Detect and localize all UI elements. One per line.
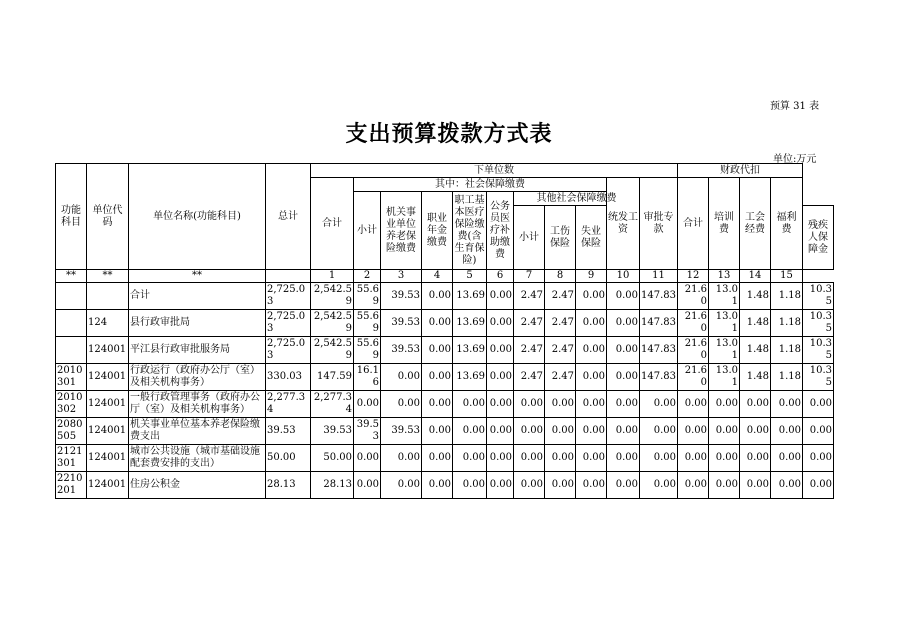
index-cell: **	[129, 270, 266, 283]
table-row	[56, 418, 843, 445]
func-code-cell: 2080505	[56, 418, 87, 445]
value-cell: 0.00	[740, 472, 771, 499]
value-cell: 0.00	[709, 472, 740, 499]
index-cell: 1	[311, 270, 354, 283]
value-cell: 147.83	[640, 364, 678, 391]
table-row	[56, 445, 843, 472]
unit-label: 单位:万元	[773, 154, 817, 165]
value-cell: 21.60	[678, 310, 709, 337]
value-cell: 2.47	[514, 310, 545, 337]
value-cell: 0.00	[576, 364, 607, 391]
header-disability: 残疾人保障金	[803, 206, 834, 270]
value-cell: 0.00	[422, 418, 453, 445]
value-cell: 50.00	[311, 445, 354, 472]
value-cell: 0.00	[771, 418, 803, 445]
index-row	[56, 270, 843, 283]
header-finance-deduct: 财政代扣	[678, 164, 803, 178]
value-cell: 1.48	[740, 364, 771, 391]
value-cell: 0.00	[740, 445, 771, 472]
index-cell: 5	[453, 270, 487, 283]
func-code-cell: 2121301	[56, 445, 87, 472]
value-cell: 0.00	[487, 310, 514, 337]
header-subtotal-c: 小计	[514, 206, 545, 270]
unit-code-cell: 124	[87, 310, 129, 337]
header-other-social: 其他社会保障缴费	[514, 192, 640, 206]
header-total: 总计	[266, 164, 311, 270]
func-code-cell	[56, 310, 87, 337]
value-cell: 2,542.59	[311, 283, 354, 310]
value-cell: 0.00	[771, 445, 803, 472]
value-cell: 10.35	[803, 310, 834, 337]
index-cell: 6	[487, 270, 514, 283]
value-cell: 0.00	[607, 418, 640, 445]
value-cell: 0.00	[640, 445, 678, 472]
unit-code-cell	[87, 283, 129, 310]
unit-name-cell: 行政运行（政府办公厅（室）及相关机构事务）	[129, 364, 266, 391]
unit-name-cell: 一般行政管理事务（政府办公厅（室）及相关机构事务）	[129, 391, 266, 418]
value-cell: 0.00	[803, 418, 834, 445]
header-training: 培训费	[709, 178, 740, 270]
header-social-security: 其中：社会保障缴费	[354, 178, 607, 192]
unit-code-cell: 124001	[87, 391, 129, 418]
value-cell: 0.00	[545, 472, 576, 499]
func-code-cell: 2210201	[56, 472, 87, 499]
value-cell: 0.00	[640, 391, 678, 418]
value-cell: 13.01	[709, 364, 740, 391]
table-row	[56, 364, 843, 391]
value-cell: 2,542.59	[311, 337, 354, 364]
value-cell: 0.00	[607, 391, 640, 418]
value-cell: 2.47	[545, 337, 576, 364]
value-cell: 0.00	[607, 310, 640, 337]
func-code-cell	[56, 283, 87, 310]
value-cell: 13.69	[453, 337, 487, 364]
value-cell: 2.47	[514, 283, 545, 310]
value-cell: 0.00	[381, 472, 422, 499]
unit-name-cell: 合计	[129, 283, 266, 310]
unit-code-cell: 124001	[87, 364, 129, 391]
header-unit-name: 单位名称(功能科目)	[129, 164, 266, 270]
header-welfare: 福利费	[771, 178, 803, 270]
value-cell: 10.35	[803, 364, 834, 391]
value-cell: 2.47	[545, 310, 576, 337]
value-cell: 39.53	[381, 418, 422, 445]
value-cell: 0.00	[709, 391, 740, 418]
value-cell: 13.01	[709, 337, 740, 364]
func-code-cell: 2010301	[56, 364, 87, 391]
index-cell: 10	[607, 270, 640, 283]
value-cell: 55.69	[354, 283, 381, 310]
value-cell: 0.00	[740, 418, 771, 445]
header-approval: 审批专款	[640, 178, 678, 270]
unit-code-cell: 124001	[87, 418, 129, 445]
value-cell: 2,542.59	[311, 310, 354, 337]
value-cell: 39.53	[381, 310, 422, 337]
unit-code-cell: 124001	[87, 445, 129, 472]
value-cell: 2.47	[545, 283, 576, 310]
total-cell: 28.13	[266, 472, 311, 499]
table-row	[56, 283, 843, 310]
header-subtotal-a: 合计	[311, 178, 354, 270]
value-cell: 39.53	[381, 337, 422, 364]
value-cell: 0.00	[803, 472, 834, 499]
header-pension: 机关事业单位养老保险缴费	[381, 192, 422, 270]
value-cell: 0.00	[514, 418, 545, 445]
value-cell: 2.47	[514, 337, 545, 364]
value-cell: 10.35	[803, 283, 834, 310]
index-cell: 15	[771, 270, 803, 283]
value-cell: 13.69	[453, 310, 487, 337]
value-cell: 1.18	[771, 364, 803, 391]
value-cell: 0.00	[453, 472, 487, 499]
value-cell: 0.00	[354, 445, 381, 472]
value-cell: 21.60	[678, 364, 709, 391]
value-cell: 0.00	[487, 391, 514, 418]
header-civil-medical: 公务员医疗补助缴费	[487, 192, 514, 270]
value-cell: 13.69	[453, 364, 487, 391]
value-cell: 1.18	[771, 337, 803, 364]
index-cell: 4	[422, 270, 453, 283]
header-subtotal-b: 小计	[354, 192, 381, 270]
value-cell: 0.00	[576, 418, 607, 445]
value-cell: 0.00	[422, 445, 453, 472]
header-union: 工会经费	[740, 178, 771, 270]
value-cell: 0.00	[607, 445, 640, 472]
header-fd-total: 合计	[678, 178, 709, 270]
value-cell: 21.60	[678, 337, 709, 364]
header-injury: 工伤保险	[545, 206, 576, 270]
value-cell: 28.13	[311, 472, 354, 499]
index-cell	[266, 270, 311, 283]
value-cell: 0.00	[803, 391, 834, 418]
value-cell: 55.69	[354, 337, 381, 364]
total-cell: 50.00	[266, 445, 311, 472]
value-cell: 0.00	[678, 472, 709, 499]
index-cell: 14	[740, 270, 771, 283]
index-cell: **	[87, 270, 129, 283]
value-cell: 0.00	[678, 418, 709, 445]
value-cell: 0.00	[422, 472, 453, 499]
value-cell: 0.00	[545, 445, 576, 472]
value-cell: 0.00	[487, 283, 514, 310]
index-cell: 8	[545, 270, 576, 283]
value-cell: 0.00	[771, 472, 803, 499]
value-cell: 0.00	[771, 391, 803, 418]
table-row	[56, 391, 843, 418]
value-cell: 0.00	[422, 283, 453, 310]
value-cell: 0.00	[381, 445, 422, 472]
value-cell: 147.83	[640, 310, 678, 337]
unit-code-cell: 124001	[87, 337, 129, 364]
value-cell: 0.00	[678, 445, 709, 472]
total-cell: 2,725.03	[266, 283, 311, 310]
value-cell: 0.00	[740, 391, 771, 418]
header-annuity: 职业年金缴费	[422, 192, 453, 270]
total-cell: 2,725.03	[266, 337, 311, 364]
total-cell: 2,277.34	[266, 391, 311, 418]
value-cell: 0.00	[487, 472, 514, 499]
unit-name-cell: 城市公共设施（城市基础设施配套费安排的支出）	[129, 445, 266, 472]
value-cell: 10.35	[803, 337, 834, 364]
table-row	[56, 310, 843, 337]
index-cell: 11	[640, 270, 678, 283]
value-cell: 0.00	[576, 445, 607, 472]
unit-name-cell: 机关事业单位基本养老保险缴费支出	[129, 418, 266, 445]
value-cell: 1.18	[771, 283, 803, 310]
value-cell: 39.53	[311, 418, 354, 445]
value-cell: 0.00	[422, 391, 453, 418]
index-cell: **	[56, 270, 87, 283]
value-cell: 0.00	[803, 445, 834, 472]
value-cell: 0.00	[545, 391, 576, 418]
index-cell: 9	[576, 270, 607, 283]
value-cell: 0.00	[709, 445, 740, 472]
value-cell: 39.53	[354, 418, 381, 445]
func-code-cell	[56, 337, 87, 364]
value-cell: 1.48	[740, 310, 771, 337]
value-cell: 0.00	[678, 391, 709, 418]
value-cell: 0.00	[607, 472, 640, 499]
value-cell: 0.00	[607, 364, 640, 391]
value-cell: 0.00	[576, 391, 607, 418]
value-cell: 2,277.34	[311, 391, 354, 418]
value-cell: 0.00	[381, 391, 422, 418]
value-cell: 2.47	[514, 364, 545, 391]
value-cell: 0.00	[453, 445, 487, 472]
budget-table	[55, 163, 843, 499]
value-cell: 39.53	[381, 283, 422, 310]
header-func-code: 功能科目	[56, 164, 87, 270]
page-title: 支出预算拨款方式表	[345, 122, 553, 147]
value-cell: 0.00	[453, 418, 487, 445]
value-cell: 0.00	[709, 418, 740, 445]
value-cell: 0.00	[487, 364, 514, 391]
unit-name-cell: 平江县行政审批服务局	[129, 337, 266, 364]
unit-code-cell: 124001	[87, 472, 129, 499]
value-cell: 0.00	[640, 418, 678, 445]
header-unified-wage: 统发工资	[607, 178, 640, 270]
unit-name-cell: 县行政审批局	[129, 310, 266, 337]
value-cell: 147.83	[640, 337, 678, 364]
value-cell: 0.00	[422, 364, 453, 391]
header-medical: 职工基本医疗保险缴费(含生育保险)	[453, 192, 487, 270]
func-code-cell: 2010302	[56, 391, 87, 418]
value-cell: 0.00	[514, 445, 545, 472]
total-cell: 330.03	[266, 364, 311, 391]
index-cell: 7	[514, 270, 545, 283]
value-cell: 0.00	[640, 472, 678, 499]
value-cell: 0.00	[381, 364, 422, 391]
unit-name-cell: 住房公积金	[129, 472, 266, 499]
form-code: 预算 31 表	[770, 101, 820, 112]
value-cell: 0.00	[545, 418, 576, 445]
index-cell: 3	[381, 270, 422, 283]
value-cell: 0.00	[576, 310, 607, 337]
table-row	[56, 472, 843, 499]
value-cell: 0.00	[607, 337, 640, 364]
index-cell: 2	[354, 270, 381, 283]
value-cell: 0.00	[487, 445, 514, 472]
value-cell: 0.00	[607, 283, 640, 310]
value-cell: 0.00	[453, 391, 487, 418]
value-cell: 16.16	[354, 364, 381, 391]
value-cell: 0.00	[514, 472, 545, 499]
value-cell: 1.18	[771, 310, 803, 337]
value-cell: 0.00	[422, 337, 453, 364]
value-cell: 0.00	[354, 391, 381, 418]
table-row	[56, 337, 843, 364]
total-cell: 2,725.03	[266, 310, 311, 337]
value-cell: 1.48	[740, 283, 771, 310]
index-cell: 13	[709, 270, 740, 283]
value-cell: 13.01	[709, 283, 740, 310]
value-cell: 0.00	[487, 418, 514, 445]
index-cell: 12	[678, 270, 709, 283]
value-cell: 21.60	[678, 283, 709, 310]
value-cell: 13.01	[709, 310, 740, 337]
header-unemployment: 失业保险	[576, 206, 607, 270]
value-cell: 2.47	[545, 364, 576, 391]
value-cell: 13.69	[453, 283, 487, 310]
value-cell: 0.00	[576, 472, 607, 499]
header-lower-unit: 下单位数	[311, 164, 678, 178]
value-cell: 147.83	[640, 283, 678, 310]
value-cell: 0.00	[422, 310, 453, 337]
value-cell: 147.59	[311, 364, 354, 391]
value-cell: 1.48	[740, 337, 771, 364]
value-cell: 0.00	[576, 283, 607, 310]
value-cell: 0.00	[576, 337, 607, 364]
header-unit-code: 单位代码	[87, 164, 129, 270]
total-cell: 39.53	[266, 418, 311, 445]
value-cell: 0.00	[487, 337, 514, 364]
value-cell: 0.00	[514, 391, 545, 418]
value-cell: 55.69	[354, 310, 381, 337]
value-cell: 0.00	[354, 472, 381, 499]
